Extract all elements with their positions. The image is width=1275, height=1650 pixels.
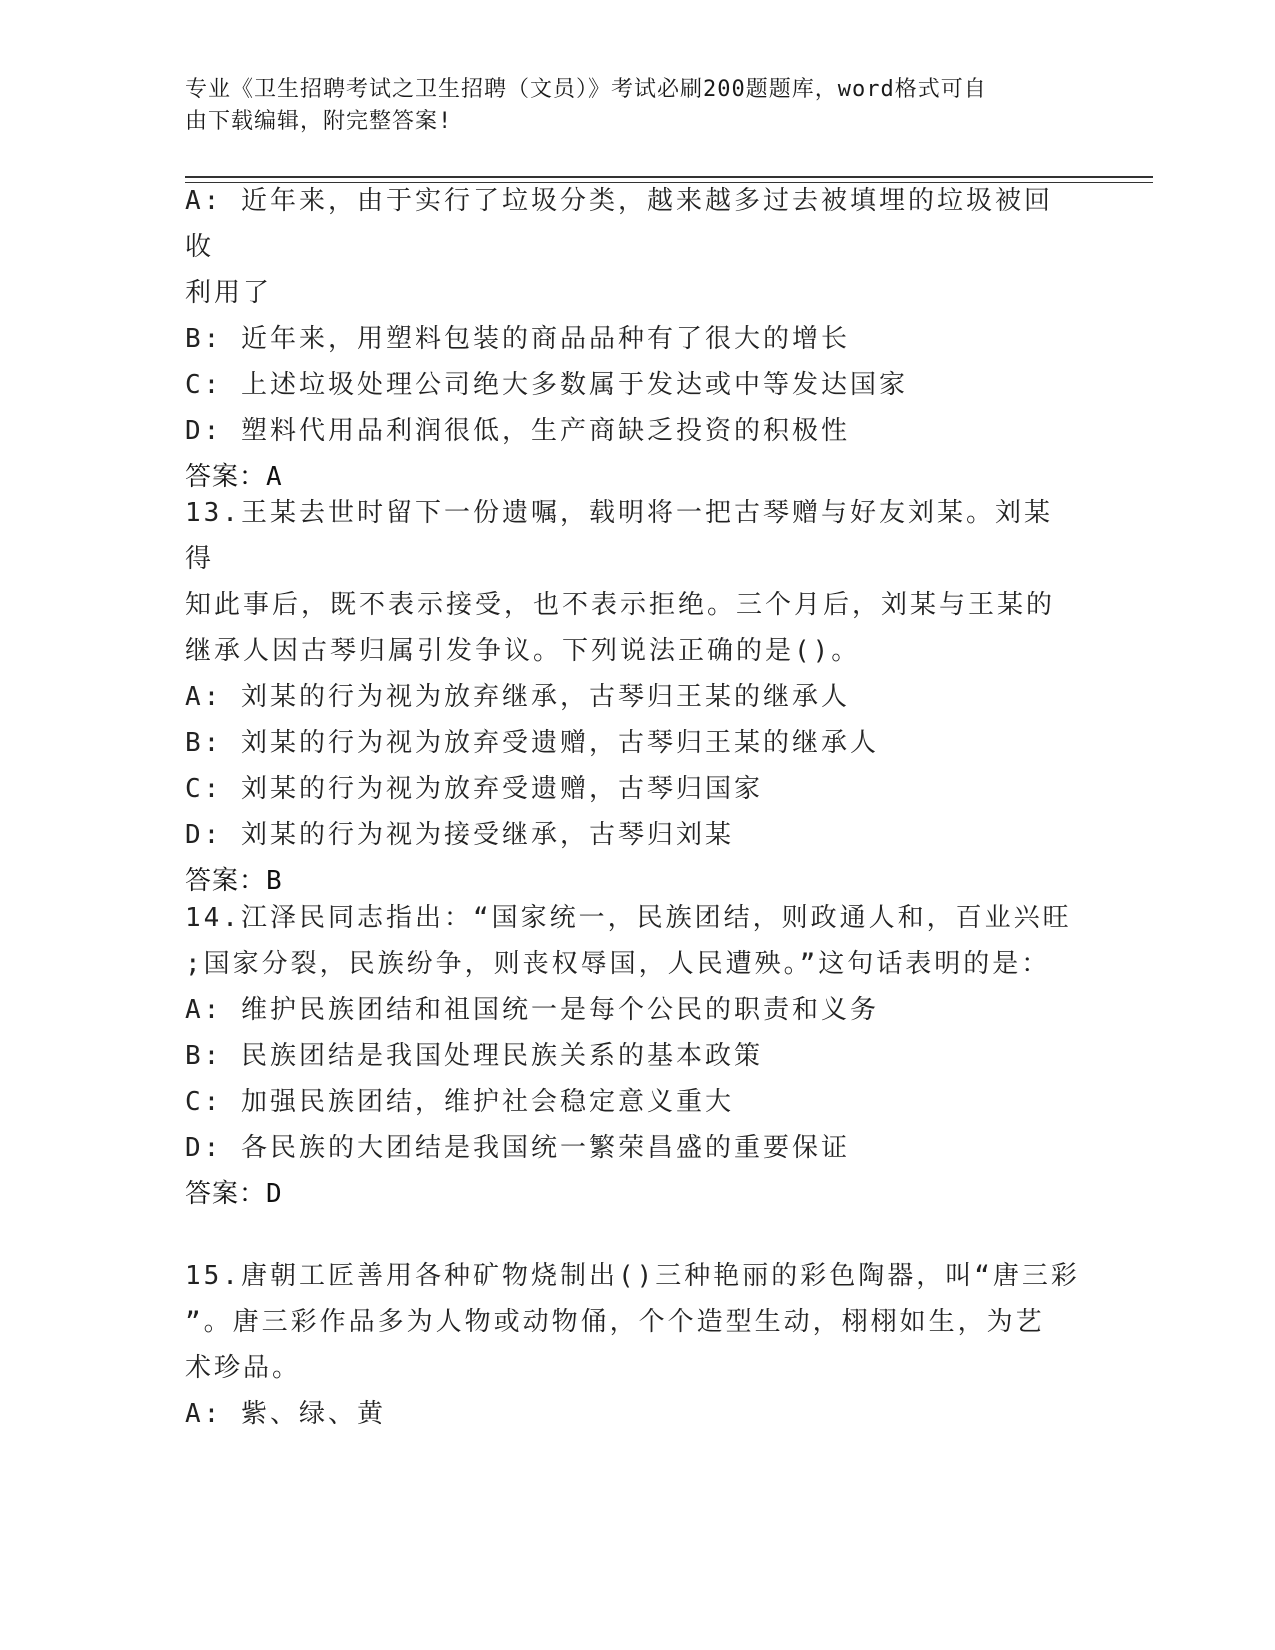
q14-stem-line-1: 14.江泽民同志指出：“国家统一，民族团结，则政通人和，百业兴旺 [185,903,1072,933]
q14-option-d: D: 各民族的大团结是我国统一繁荣昌盛的重要保证 [185,1133,850,1163]
question-12-block [185,178,1080,500]
question-14-block [185,895,1080,1217]
q13-option-c: C: 刘某的行为视为放弃受遗赠，古琴归国家 [185,774,763,804]
document-header [185,74,1075,138]
q12-option-a-cont: 利用了 [185,278,273,308]
q14-option-a: A: 维护民族团结和祖国统一是每个公民的职责和义务 [185,995,879,1025]
header-title-line-1: 专业《卫生招聘考试之卫生招聘（文员）》考试必刷200题题库，word格式可自 [185,77,987,102]
q14-option-b: B: 民族团结是我国处理民族关系的基本政策 [185,1041,763,1071]
q14-option-c: C: 加强民族团结，维护社会稳定意义重大 [185,1087,734,1117]
q12-option-a: A: 近年来，由于实行了垃圾分类，越来越多过去被填埋的垃圾被回收 [185,186,1053,262]
q15-stem-line-1: 15.唐朝工匠善用各种矿物烧制出()三种艳丽的彩色陶器，叫“唐三彩 [185,1261,1080,1291]
q12-option-d: D: 塑料代用品利润很低，生产商缺乏投资的积极性 [185,416,850,446]
q12-option-c: C: 上述垃圾处理公司绝大多数属于发达或中等发达国家 [185,370,908,400]
q14-answer: 答案：D [185,1179,283,1209]
q13-option-d: D: 刘某的行为视为接受继承，古琴归刘某 [185,820,734,850]
q13-stem-line-1: 13.王某去世时留下一份遗嘱，载明将一把古琴赠与好友刘某。刘某得 [185,498,1053,574]
q13-option-b: B: 刘某的行为视为放弃受遗赠，古琴归王某的继承人 [185,728,879,758]
q12-answer: 答案：A [185,462,283,492]
q12-option-b: B: 近年来，用塑料包装的商品品种有了很大的增长 [185,324,850,354]
q15-stem-line-2: ”。唐三彩作品多为人物或动物俑，个个造型生动，栩栩如生，为艺 [185,1307,1045,1337]
q13-answer: 答案：B [185,866,283,896]
header-title-line-2: 由下载编辑，附完整答案! [185,109,453,134]
question-15-block [185,1253,1080,1437]
q14-stem-line-2: ;国家分裂，民族纷争，则丧权辱国，人民遭殃。”这句话表明的是： [185,949,1051,979]
q13-stem-line-3: 继承人因古琴归属引发争议。下列说法正确的是()。 [185,636,861,666]
q15-stem-line-3: 术珍品。 [185,1353,302,1383]
q13-stem-line-2: 知此事后，既不表示接受，也不表示拒绝。三个月后，刘某与王某的 [185,590,1056,620]
q13-option-a: A: 刘某的行为视为放弃继承，古琴归王某的继承人 [185,682,850,712]
question-13-block [185,490,1080,904]
q15-option-a: A: 紫、绿、黄 [185,1399,386,1429]
